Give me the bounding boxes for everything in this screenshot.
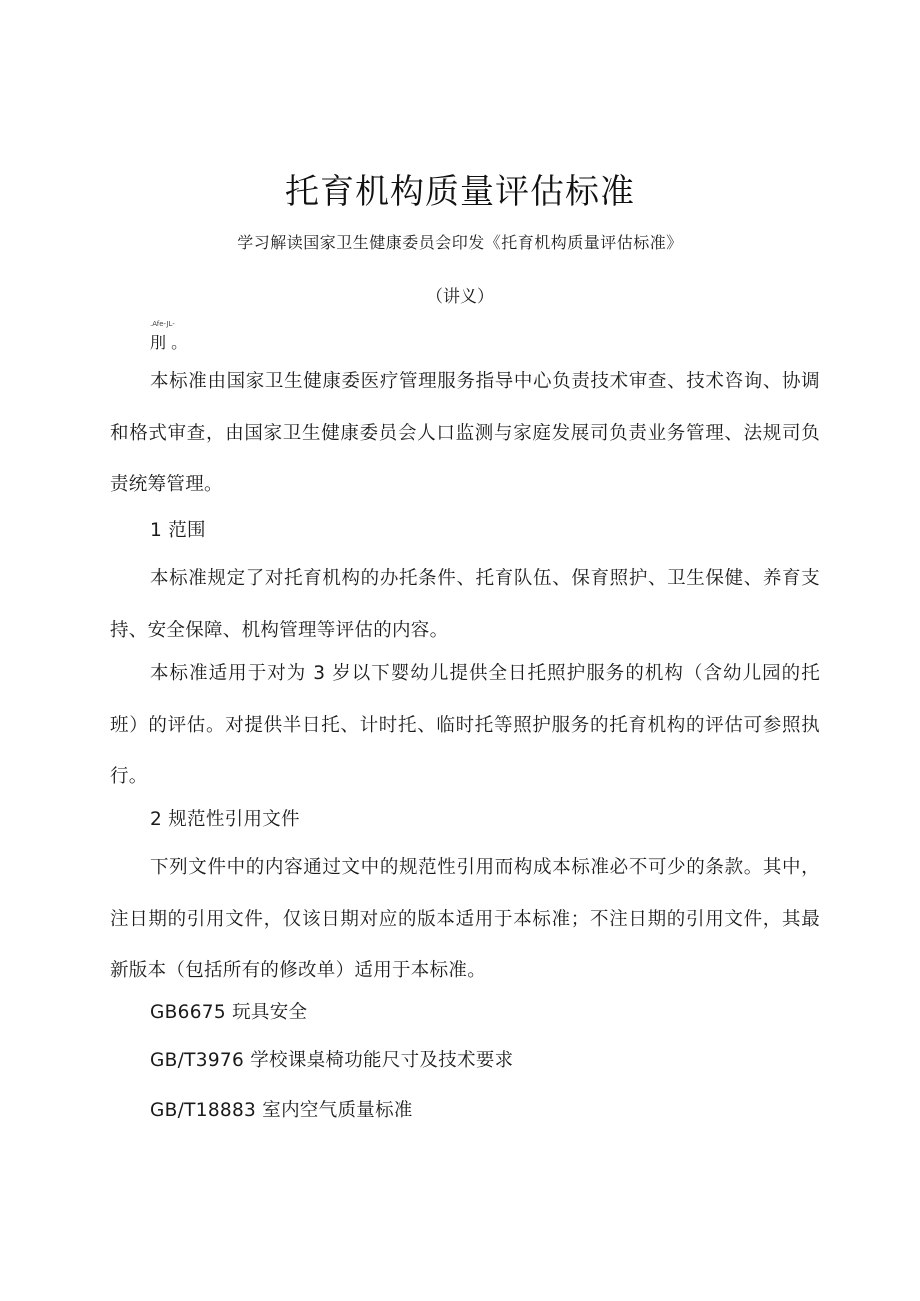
document-title: 托育机构质量评估标准	[285, 172, 635, 212]
section-heading-scope: 1 范围	[150, 520, 206, 541]
paragraph-scope-content: 本标准规定了对托育机构的办托条件、托育队伍、保育照护、卫生保健、养育支持、安全保障、机构管理等评估的内容。	[110, 568, 820, 641]
document-subtitle: 学习解读国家卫生健康委员会印发《托育机构质量评估标准》	[237, 233, 683, 252]
paragraph-responsibility: 本标准由国家卫生健康委医疗管理服务指导中心负责技术审查、技术咨询、协调和格式审查，由国家卫生健康委员会人口监测与家庭发展司负责业务管理、法规司负责统筹管理。	[110, 371, 820, 495]
tiny-mark: .Afe-JL-	[150, 320, 175, 328]
lecture-label: （讲义）	[426, 287, 494, 307]
foreword-heading: 刖 。	[150, 333, 188, 352]
reference-item: GB/T18883 室内空气质量标准	[150, 1100, 413, 1121]
reference-item: GB/T3976 学校课桌椅功能尺寸及技术要求	[150, 1050, 514, 1071]
paragraph-scope-applicability: 本标准适用于对为 3 岁以下婴幼儿提供全日托照护服务的机构（含幼儿园的托班）的评估。对提供半日托、计时托、临时托等照护服务的托育机构的评估可参照执行。	[110, 663, 820, 787]
section-heading-references: 2 规范性引用文件	[150, 809, 300, 830]
paragraph-references: 下列文件中的内容通过文中的规范性引用而构成本标准必不可少的条款。其中，注日期的引用文件，仅该日期对应的版本适用于本标准；不注日期的引用文件，其最新版本（包括所有的修改单）适用于本标准。	[110, 857, 820, 981]
reference-item: GB6675 玩具安全	[150, 1002, 308, 1023]
